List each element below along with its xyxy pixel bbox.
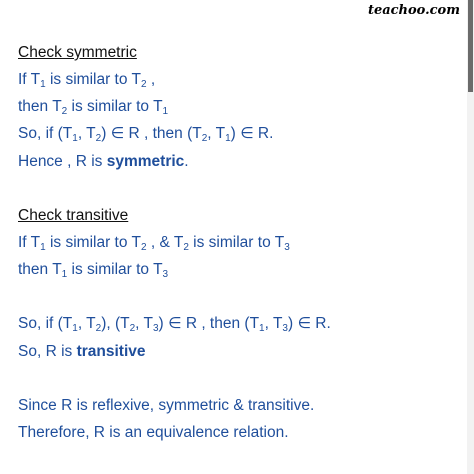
transitive-heading: Check transitive: [18, 207, 129, 224]
symmetric-heading: Check symmetric: [18, 44, 137, 61]
transitive-line-3: So, if ($T_1$, $T_2$), ($T_2$, $T_3$) ∈ R , then ($T_1$, $T_3$) ∈ R.: [18, 315, 331, 334]
symmetric-bold-term: symmetric: [106, 153, 185, 170]
symmetric-conclusion: Hence , R is symmetric.: [18, 153, 189, 170]
conclusion-line-1: Since R is reflexive, symmetric & transitive.: [18, 397, 315, 414]
transitive-bold-term: transitive: [76, 343, 146, 360]
transitive-line-2: then $T_1$ is similar to $T_3$: [18, 261, 169, 280]
symmetric-line-1: If $T_1$ is similar to $T_2$ ,: [18, 71, 156, 90]
scrollbar-thumb[interactable]: [468, 0, 473, 92]
symmetric-line-3: So, if ($T_1$, $T_2$) ∈ R , then ($T_2$, $T_1$) ∈ R.: [18, 125, 274, 144]
symmetric-line-2: then $T_2$ is similar to $T_1$: [18, 98, 169, 117]
transitive-conclusion: So, R is transitive: [18, 343, 146, 360]
watermark-logo: teachoo.com: [367, 3, 460, 18]
transitive-line-1: If $T_1$ is similar to $T_2$ , & $T_2$ is similar to $T_3$: [18, 234, 290, 253]
conclusion-line-2: Therefore, R is an equivalence relation.: [18, 424, 289, 441]
vertical-scrollbar[interactable]: [467, 0, 474, 474]
